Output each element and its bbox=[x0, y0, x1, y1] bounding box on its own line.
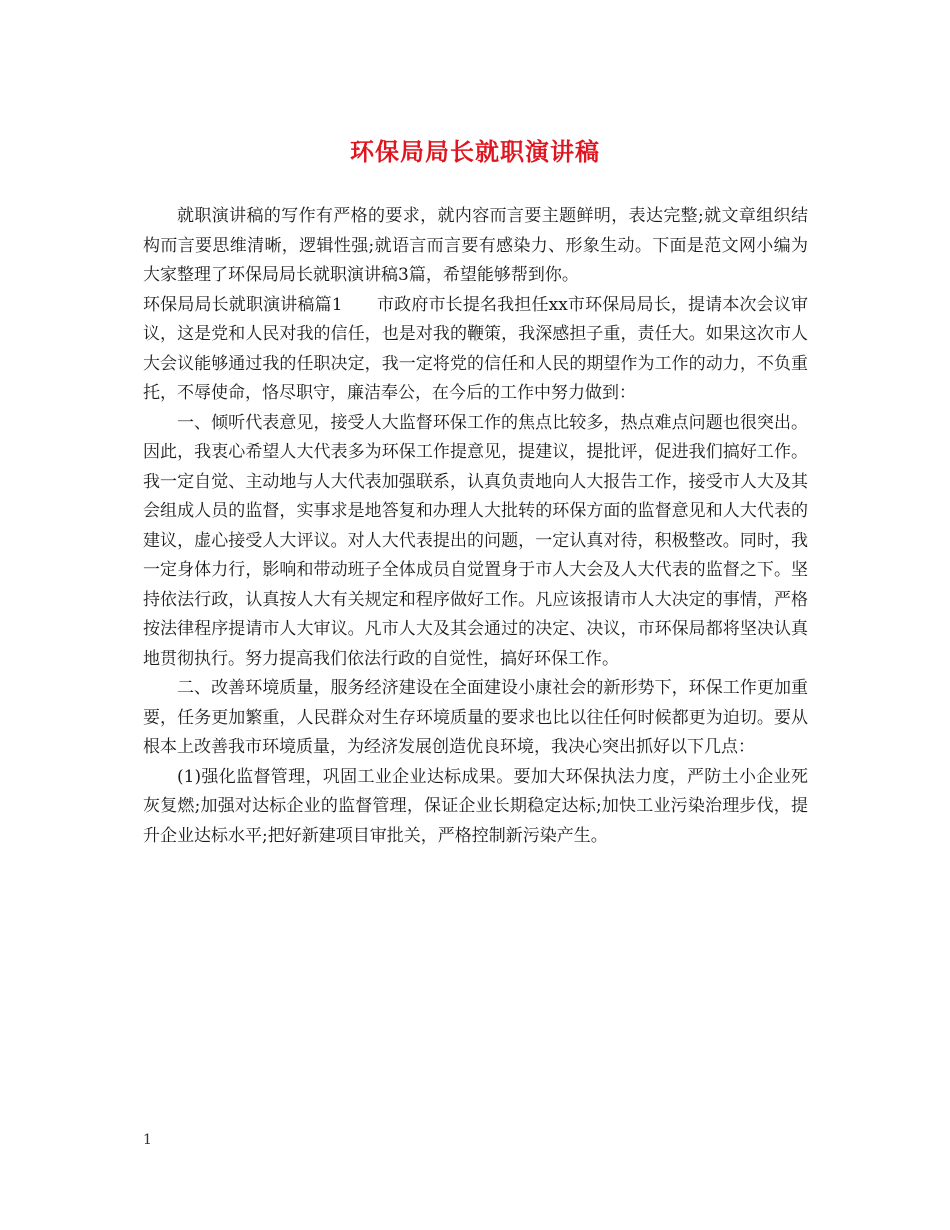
paragraph-point-2: 二、改善环境质量，服务经济建设在全面建设小康社会的新形势下，环保工作更加重要，任务更加繁重，人民群众对生存环境质量的要求也比以往任何时候都更为迫切。要从根本上改善我市环境质量，为经济发展创造优良环境，我决心突出抓好以下几点： bbox=[143, 678, 808, 757]
document-body bbox=[143, 202, 808, 851]
page-number: 1 bbox=[143, 1132, 152, 1148]
paragraph-intro: 就职演讲稿的写作有严格的要求，就内容而言要主题鲜明，表达完整;就文章组织结构而言要思维清晰，逻辑性强;就语言而言要有感染力、形象生动。下面是范文网小编为大家整理了环保局局长就职演讲稿3篇，希望能够帮到你。 bbox=[143, 206, 808, 285]
paragraph-speech-1: 环保局局长就职演讲稿篇1 市政府市长提名我担任xx市环保局局长，提请本次会议审议，这是党和人民对我的信任，也是对我的鞭策，我深感担子重，责任大。如果这次市人大会议能够通过我的任职决定，我一定将党的信任和人民的期望作为工作的动力，不负重托，不辱使命，恪尽职守，廉洁奉公，在今后的工作中努力做到： bbox=[143, 294, 808, 403]
paragraph-subpoint-1: (1)强化监督管理，巩固工业企业达标成果。要加大环保执法力度，严防土小企业死灰复燃;加强对达标企业的监督管理，保证企业长期稳定达标;加快工业污染治理步伐，提升企业达标水平;把好新建项目审批关，严格控制新污染产生。 bbox=[143, 766, 808, 846]
document-title: 环保局局长就职演讲稿 bbox=[350, 137, 600, 166]
paragraph-point-1: 一、倾听代表意见，接受人大监督环保工作的焦点比较多，热点难点问题也很突出。因此，我衷心希望人大代表多为环保工作提意见，提建议，提批评，促进我们搞好工作。我一定自觉、主动地与人大代表加强联系，认真负责地向人大报告工作，接受市人大及其会组成人员的监督，实事求是地答复和办理人大批转的环保方面的监督意见和人大代表的建议，虚心接受人大评议。对人大代表提出的问题，一定认真对待，积极整改。同时，我一定身体力行，影响和带动班子全体成员自觉置身于市人大会及人大代表的监督之下。坚持依法行政，认真按人大有关规定和程序做好工作。凡应该报请市人大决定的事情，严格按法律程序提请市人大审议。凡市人大及其会通过的决定、决议，市环保局都将坚决认真地贯彻执行。努力提高我们依法行政的自觉性，搞好环保工作。 bbox=[143, 412, 808, 669]
